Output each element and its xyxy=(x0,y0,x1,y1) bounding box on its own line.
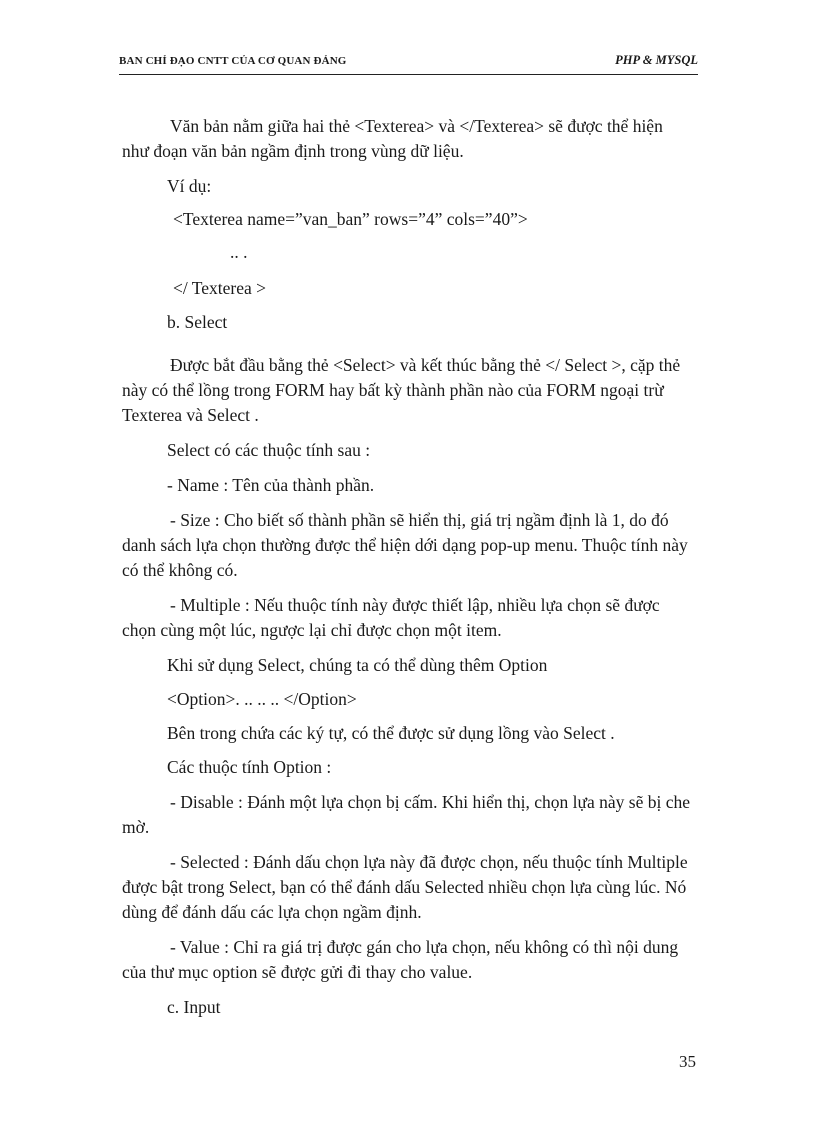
attr-value: - Value : Chỉ ra giá trị được gán cho lựa chọn, nếu không có thì nội dung của thư mục option sẽ được gửi đi thay cho value. xyxy=(122,937,679,982)
page-number: 35 xyxy=(679,1052,696,1071)
page-body xyxy=(122,114,694,1020)
option-intro: Khi sử dụng Select, chúng ta có thể dùng thêm Option xyxy=(167,655,548,675)
option-tag: <Option>. .. .. .. </Option> xyxy=(167,689,357,709)
heading-input: c. Input xyxy=(167,997,221,1017)
header-org-title: BAN CHỈ ĐẠO CNTT CỦA CƠ QUAN ĐẢNG xyxy=(119,55,347,67)
paragraph-texterea-desc: Văn bản nằm giữa hai thẻ <Texterea> và </Texterea> sẽ được thể hiện như đoạn văn bản ngầm định trong vùng dữ liệu. xyxy=(122,116,663,161)
paragraph-select-desc: Được bắt đầu bằng thẻ <Select> và kết thúc bằng thẻ </ Select >, cặp thẻ này có thể lồng trong FORM hay bất kỳ thành phần nào của FORM ngoại trừ Texterea và Select . xyxy=(122,355,681,425)
attr-name: - Name : Tên của thành phần. xyxy=(167,475,375,495)
page-header xyxy=(119,52,698,75)
code-texterea-open: <Texterea name=”van_ban” rows=”4” cols=”40”> xyxy=(173,209,528,229)
attr-selected: - Selected : Đánh dấu chọn lựa này đã được chọn, nếu thuộc tính Multiple được bật trong Select, bạn có thể đánh dấu Selected nhiều chọn lựa cùng lúc. Nó dùng để đánh dấu các lựa chọn ngầm định. xyxy=(122,852,688,922)
attr-size: - Size : Cho biết số thành phần sẽ hiển thị, giá trị ngầm định là 1, do đó danh sách lựa chọn thường được thể hiện dới dạng pop-up menu. Thuộc tính này có thể không có. xyxy=(122,510,688,580)
select-attributes-intro: Select có các thuộc tính sau : xyxy=(167,440,371,460)
heading-select: b. Select xyxy=(167,312,228,332)
header-book-title: PHP & MYSQL xyxy=(615,53,698,67)
code-texterea-close: </ Texterea > xyxy=(173,278,267,298)
code-dots: .. . xyxy=(230,242,248,262)
option-attributes-intro: Các thuộc tính Option : xyxy=(167,757,332,777)
attr-disable: - Disable : Đánh một lựa chọn bị cấm. Khi hiển thị, chọn lựa này sẽ bị che mờ. xyxy=(122,792,691,837)
example-label: Ví dụ: xyxy=(167,176,212,196)
attr-multiple: - Multiple : Nếu thuộc tính này được thiết lập, nhiều lựa chọn sẽ được chọn cùng một lúc, ngược lại chỉ được chọn một item. xyxy=(122,595,660,640)
option-desc: Bên trong chứa các ký tự, có thể được sử dụng lồng vào Select . xyxy=(167,723,615,743)
